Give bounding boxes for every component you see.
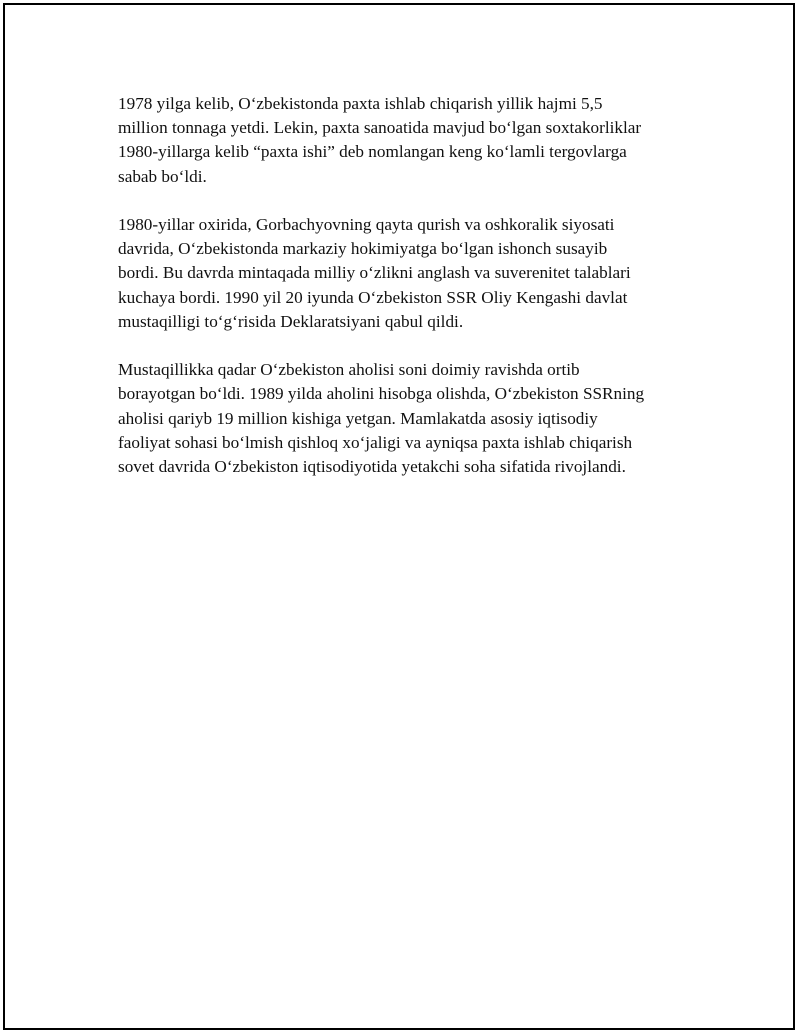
text-line: davrida, O‘zbekistonda markaziy hokimiyatga bo‘lgan ishonch susayib — [118, 239, 608, 259]
text-line: sovet davrida O‘zbekiston iqtisodiyotida yetakchi soha sifatida rivojlandi. — [118, 457, 626, 477]
text-line: aholisi qariyb 19 million kishiga yetgan. Mamlakatda asosiy iqtisodiy — [118, 408, 598, 428]
paragraph-3 — [118, 358, 688, 479]
text-line: Mustaqillikka qadar O‘zbekiston aholisi soni doimiy ravishda ortib — [118, 360, 580, 380]
text-line: bordi. Bu davrda mintaqada milliy o‘zlikni anglash va suverenitet talablari — [118, 263, 631, 283]
text-line: 1978 yilga kelib, O‘zbekistonda paxta ishlab chiqarish yillik hajmi 5,5 — [118, 94, 603, 113]
text-line: sabab bo‘ldi. — [118, 166, 207, 186]
text-line: 1980-yillarga kelib “paxta ishi” deb nomlangan keng ko‘lamli tergovlarga — [118, 142, 627, 162]
text-line: 1980-yillar oxirida, Gorbachyovning qayta qurish va oshkoralik siyosati — [118, 215, 615, 234]
text-line: million tonnaga yetdi. Lekin, paxta sanoatida mavjud bo‘lgan soxtakorliklar — [118, 118, 642, 138]
text-line: faoliyat sohasi bo‘lmish qishloq xo‘jaligi va ayniqsa paxta ishlab chiqarish — [118, 432, 633, 452]
text-line: mustaqilligi to‘g‘risida Deklaratsiyani qabul qildi. — [118, 311, 464, 331]
text-line: borayotgan bo‘ldi. 1989 yilda aholini hisobga olishda, O‘zbekiston SSRning — [118, 384, 645, 404]
paragraph-1 — [118, 92, 688, 189]
document-body — [118, 92, 688, 503]
text-line: kuchaya bordi. 1990 yil 20 iyunda O‘zbekiston SSR Oliy Kengashi davlat — [118, 287, 628, 307]
paragraph-2 — [118, 213, 688, 334]
